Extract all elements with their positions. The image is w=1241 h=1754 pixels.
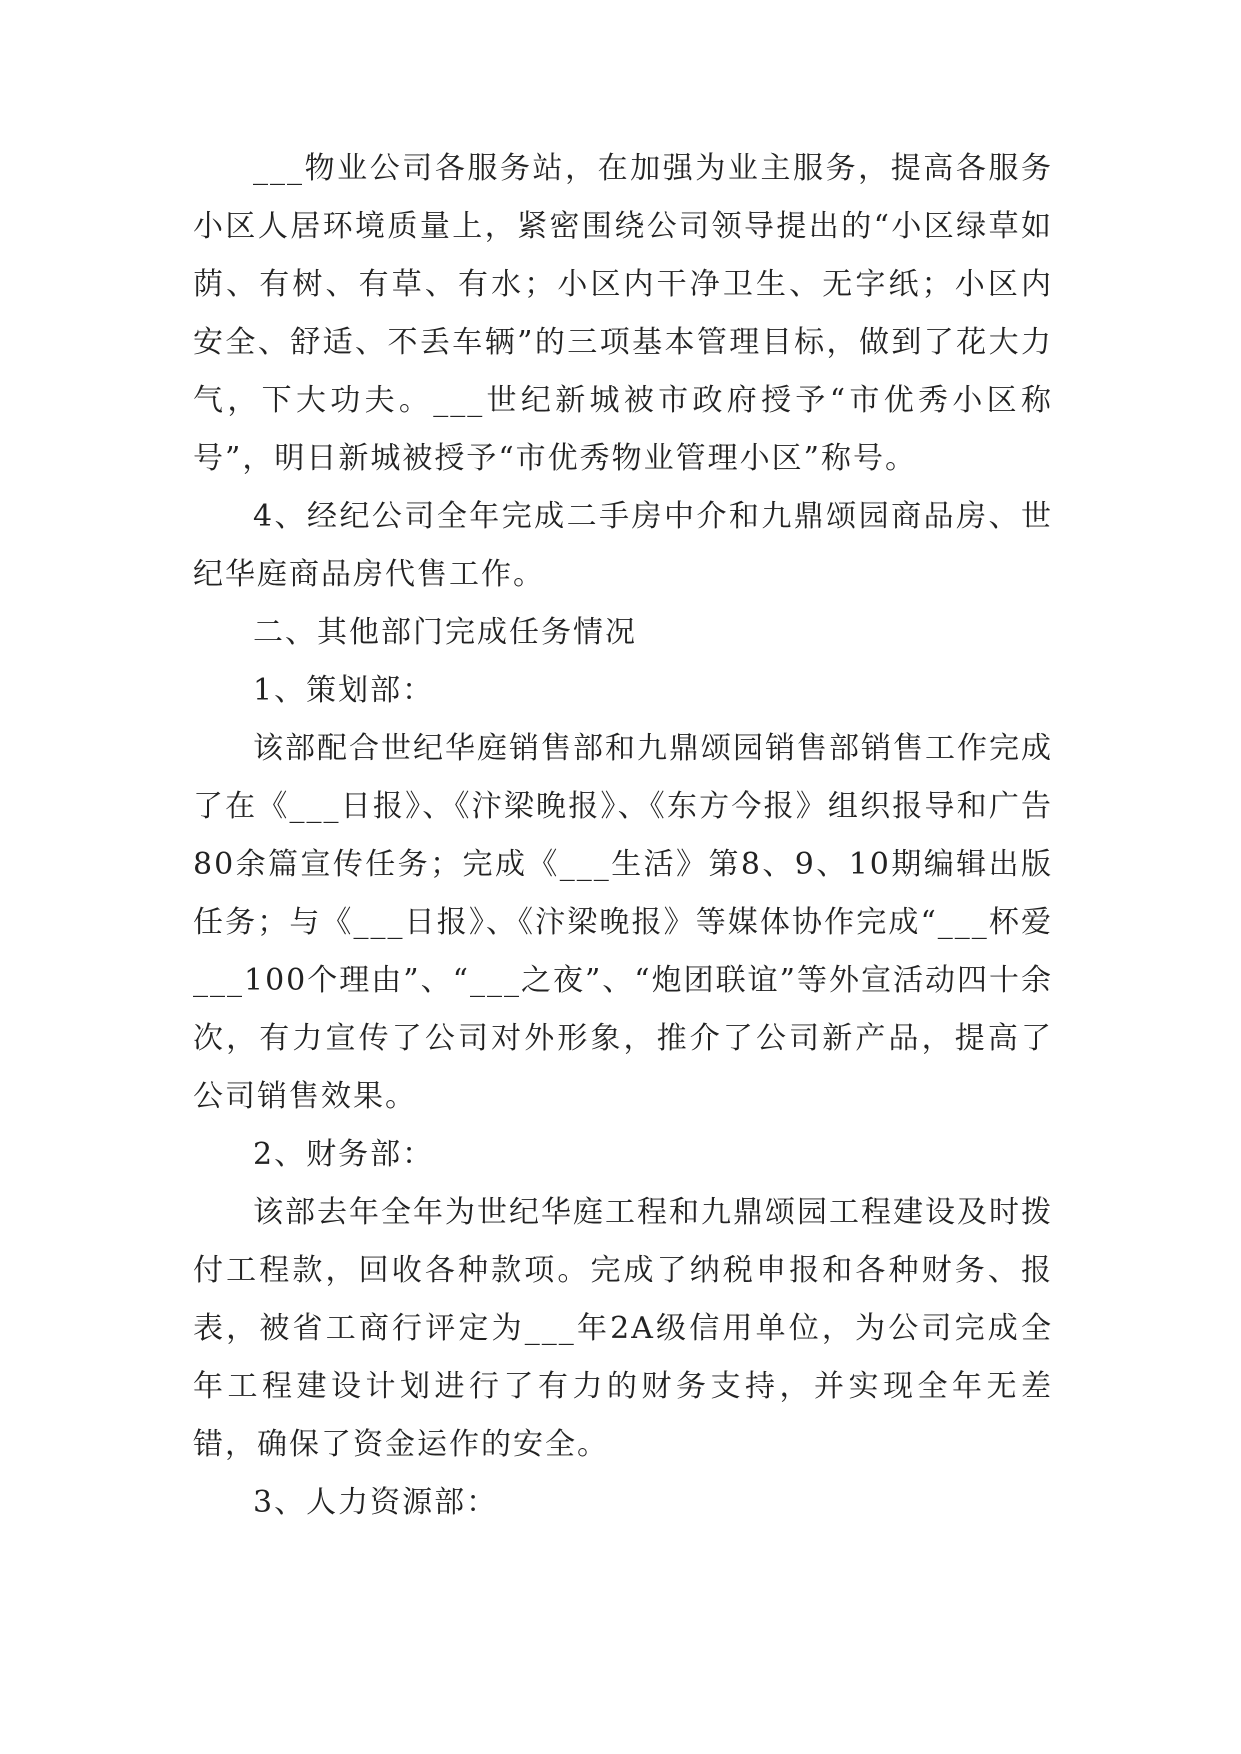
subheading-finance-dept: 2、财务部： — [253, 1137, 435, 1172]
section-heading-other-departments: 二、其他部门完成任务情况 — [253, 615, 637, 650]
paragraph-finance-dept: 该部去年全年为世纪华庭工程和九鼎颂园工程建设及时拨付工程款，回收各种款项。完成了纳税申报和各种财务、报表，被省工商行评定为___年2A级信用单位，为公司完成全年工程建设计划进行了有力的财务支持，并实现全年无差错，确保了资金运作的安全。 — [193, 1195, 1053, 1462]
paragraph-brokerage: 4、经纪公司全年完成二手房中介和九鼎颂园商品房、世纪华庭商品房代售工作。 — [193, 499, 1053, 592]
document-body — [193, 140, 1053, 1532]
paragraph-property-services: ___物业公司各服务站，在加强为业主服务，提高各服务小区人居环境质量上，紧密围绕公司领导提出的“小区绿草如荫、有树、有草、有水；小区内干净卫生、无字纸；小区内安全、舒适、不丢车辆”的三项基本管理目标，做到了花大力气，下大功夫。___世纪新城被市政府授予“市优秀小区称号”，明日新城被授予“市优秀物业管理小区”称号。 — [193, 151, 1053, 476]
subheading-hr-dept: 3、人力资源部： — [253, 1485, 499, 1520]
subheading-planning-dept: 1、策划部： — [253, 673, 435, 708]
paragraph-planning-dept: 该部配合世纪华庭销售部和九鼎颂园销售部销售工作完成了在《___日报》、《汴梁晚报》、《东方今报》组织报导和广告80余篇宣传任务；完成《___生活》第8、9、10期编辑出版任务；与《___日报》、《汴梁晚报》等媒体协作完成“___杯爱___100个理由”、“___之夜”、“炮团联谊”等外宣活动四十余次，有力宣传了公司对外形象，推介了公司新产品，提高了公司销售效果。 — [193, 731, 1053, 1114]
